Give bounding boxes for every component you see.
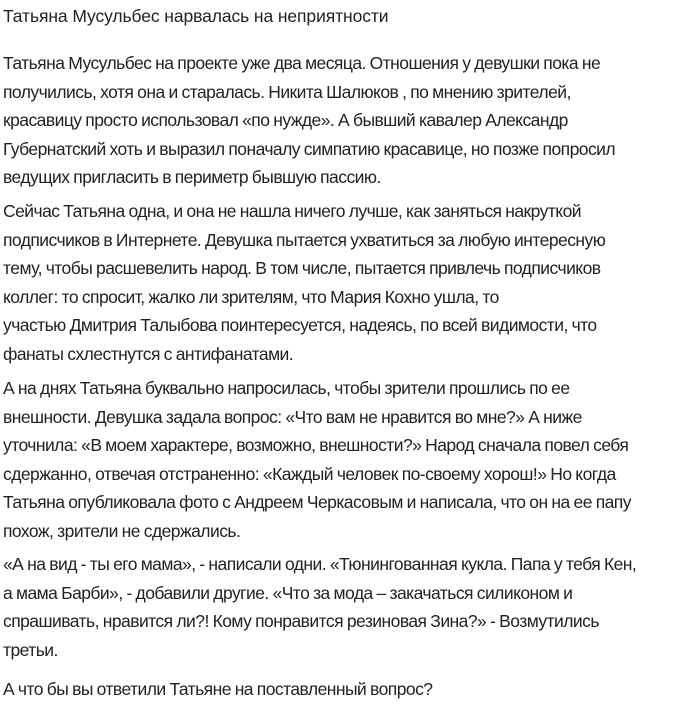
text-line: Сейчас Татьяна одна, и она не нашла ничего лучше, как заняться накруткой (3, 201, 582, 221)
text-line: Губернатский хоть и выразил поначалу симпатию красавице, но позже попросил (3, 138, 616, 159)
text-line: ведущих пригласить в периметр бывшую пассию. (3, 167, 381, 188)
text-line: Татьяна Мусульбес на проекте уже два месяца. Отношения у девушки пока не (3, 53, 601, 73)
article (3, 0, 697, 699)
text-line: получились, хотя она и старалась. Никита Шалюков , по мнению зрителей, (3, 81, 571, 102)
article-title: Татьяна Мусульбес нарвалась на неприятности (3, 6, 389, 26)
paragraph-5 (3, 675, 432, 704)
text-line: спрашивать, нравится ли?! Кому понравится резиновая Зина?» - Возмутились (3, 611, 599, 632)
text-line: тему, чтобы расшевелить народ. В том числе, пытается привлечь подписчиков (3, 258, 601, 279)
paragraph-1 (3, 49, 615, 192)
text-line: А на днях Татьяна буквально напросилась, чтобы зрители прошлись по ее (3, 378, 570, 398)
text-line: похож, зрители не сдержались. (3, 520, 241, 541)
text-line: фанаты схлестнутся с антифанатами. (3, 343, 294, 364)
text-line: А что бы вы ответили Татьяне на поставленный вопрос? (3, 679, 433, 699)
text-line: Татьяна опубликовала фото с Андреем Черкасовым и написала, что он на ее папу (3, 492, 631, 513)
paragraph-4 (3, 550, 636, 664)
text-line: внешности. Девушка задала вопрос: «Что вам не нравится во мне?» А ниже (3, 406, 582, 427)
text-line: коллег: то спросит, жалко ли зрителям, что Мария Кохно ушла, то (3, 286, 499, 307)
paragraph-3 (3, 374, 631, 546)
text-line: третьи. (3, 639, 58, 660)
text-line: уточнила: «В моем характере, возможно, внешности?» Народ сначала повел себя (3, 435, 629, 456)
text-line: подписчиков в Интернете. Девушка пытается ухватиться за любую интересную (3, 229, 606, 250)
paragraph-2 (3, 197, 605, 369)
text-line: красавицу просто использовал «по нужде». А бывший кавалер Александр (3, 110, 568, 131)
text-line: сдержанно, отвечая отстраненно: «Каждый человек по-своему хорош!» Но когда (3, 463, 616, 484)
text-line: а мама Барби», - добавили другие. «Что за мода – закачаться силиконом и (3, 582, 573, 603)
text-line: участью Дмитрия Талыбова поинтересуется, надеясь, по всей видимости, что (3, 315, 597, 336)
text-line: «А на вид - ты его мама», - написали одни. «Тюнингованная кукла. Папа у тебя Кен, (3, 554, 637, 574)
